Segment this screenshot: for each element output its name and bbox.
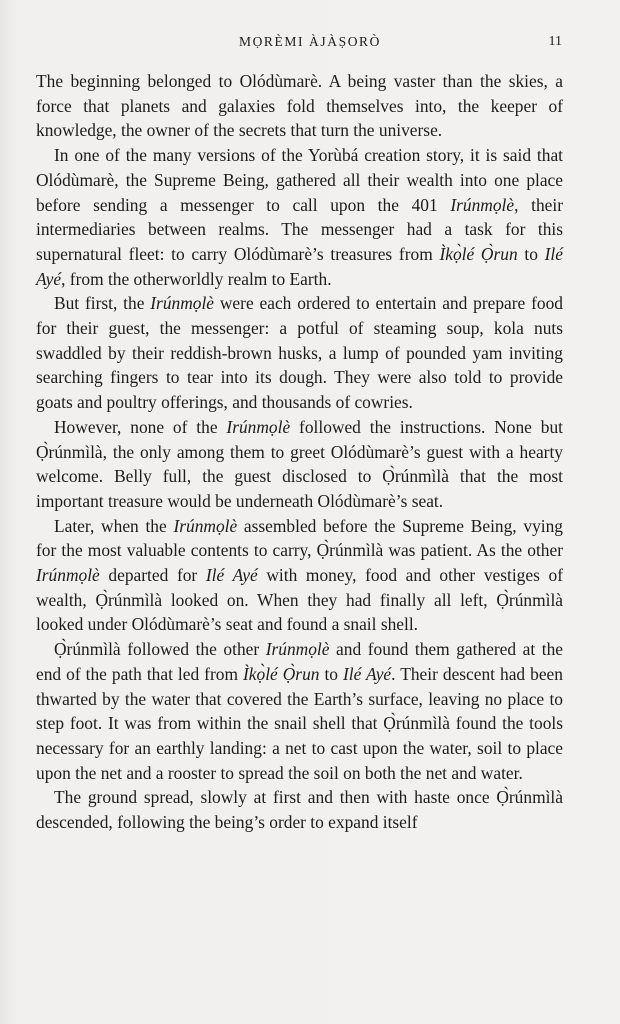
- italic-term: Ilé Ayé: [205, 565, 258, 586]
- text-run: Later, when the: [54, 515, 174, 536]
- text-run: assembled before the Supreme Being, vying for the most valuable contents to carry, Ọ̀rúnmìlà was patient. As the other: [36, 515, 563, 561]
- italic-term: Irúnmọlè: [450, 194, 515, 215]
- running-head: MỌRÈMI ÀJÀṢORÒ: [238, 34, 382, 49]
- page-number: 11: [548, 34, 562, 49]
- text-run: . Their descent had been thwarted by the water that covered the Earth’s surface, leaving no place to step foot. It was from within the snail shell that Ọ̀rúnmìlà found the tools necessary for an earthly landing: a net to cast upon the water, soil to place upon the net and a rooster to spread the soil on both the net and water.: [36, 663, 563, 783]
- paragraph: [36, 514, 563, 638]
- text-run: were each ordered to entertain and prepare food for their guest, the messenger: a potful of steaming soup, kola nuts swaddled by their reddish-brown husks, a lump of pounded yam inviting searching fingers to tear into its dough. They were also told to provide goats and poultry offerings, and thousands of cowries.: [36, 293, 563, 413]
- text-run: to: [517, 243, 545, 264]
- italic-term: Ilé Ayé: [343, 663, 392, 684]
- paragraph: [36, 143, 563, 291]
- text-run: Ọ̀rúnmìlà followed the other: [54, 639, 266, 660]
- italic-term: Irúnmọlè: [36, 565, 100, 586]
- text-run: The beginning belonged to Olódùmarè. A being vaster than the skies, a force that planets and galaxies fold themselves into, the keeper of knowledge, the owner of the secrets that turn the universe.: [36, 71, 563, 141]
- italic-term: Irúnmọlè: [173, 515, 238, 536]
- text-run: But first, the: [54, 293, 151, 314]
- text-run: and found them gathered at the end of the path that led from: [36, 639, 563, 684]
- italic-term: Irúnmọlè: [226, 416, 291, 437]
- text-run: However, none of the: [54, 416, 227, 437]
- text-run: , their intermediaries between realms. The messenger had a task for this supernatural fleet: to carry Olódùmarè’s treasures from: [36, 194, 563, 264]
- paragraph: [36, 291, 563, 415]
- text-run: with money, food and other vestiges of wealth, Ọ̀rúnmìlà looked on. When they had finally all left, Ọ̀rúnmìlà looked under Olódùmarè’s seat and found a snail shell.: [36, 565, 563, 635]
- paragraph: [36, 785, 563, 834]
- text-run: , from the otherworldly realm to Earth.: [61, 268, 332, 289]
- text-run: The ground spread, slowly at first and then with haste once Ọ̀rúnmìlà descended, following the being’s order to expand itself: [36, 787, 563, 833]
- text-run: followed the instructions. None but Ọ̀rúnmìlà, the only among them to greet Olódùmarè’s guest with a hearty welcome. Belly full, the guest disclosed to Ọ̀rúnmìlà that the most important treasure would be underneath Olódùmarè’s seat.: [36, 416, 563, 511]
- italic-term: Irúnmọlè: [150, 293, 215, 314]
- text-run: to: [319, 663, 344, 684]
- paragraph: [36, 415, 563, 514]
- body-text: [36, 69, 563, 835]
- italic-term: Ilé Ayé: [36, 243, 563, 289]
- text-run: In one of the many versions of the Yorùbá creation story, it is said that Olódùmarè, the Supreme Being, gathered all their wealth into one place before sending a messenger to call upon the 401: [36, 145, 563, 215]
- italic-term: Ìkọ̀lé Ọ̀run: [439, 243, 518, 264]
- italic-term: Ìkọ̀lé Ọ̀run: [242, 663, 320, 684]
- paragraph: [36, 637, 563, 785]
- text-run: departed for: [99, 565, 206, 586]
- page-header: [0, 34, 620, 56]
- paragraph: [36, 69, 563, 143]
- italic-term: Irúnmọlè: [265, 639, 330, 660]
